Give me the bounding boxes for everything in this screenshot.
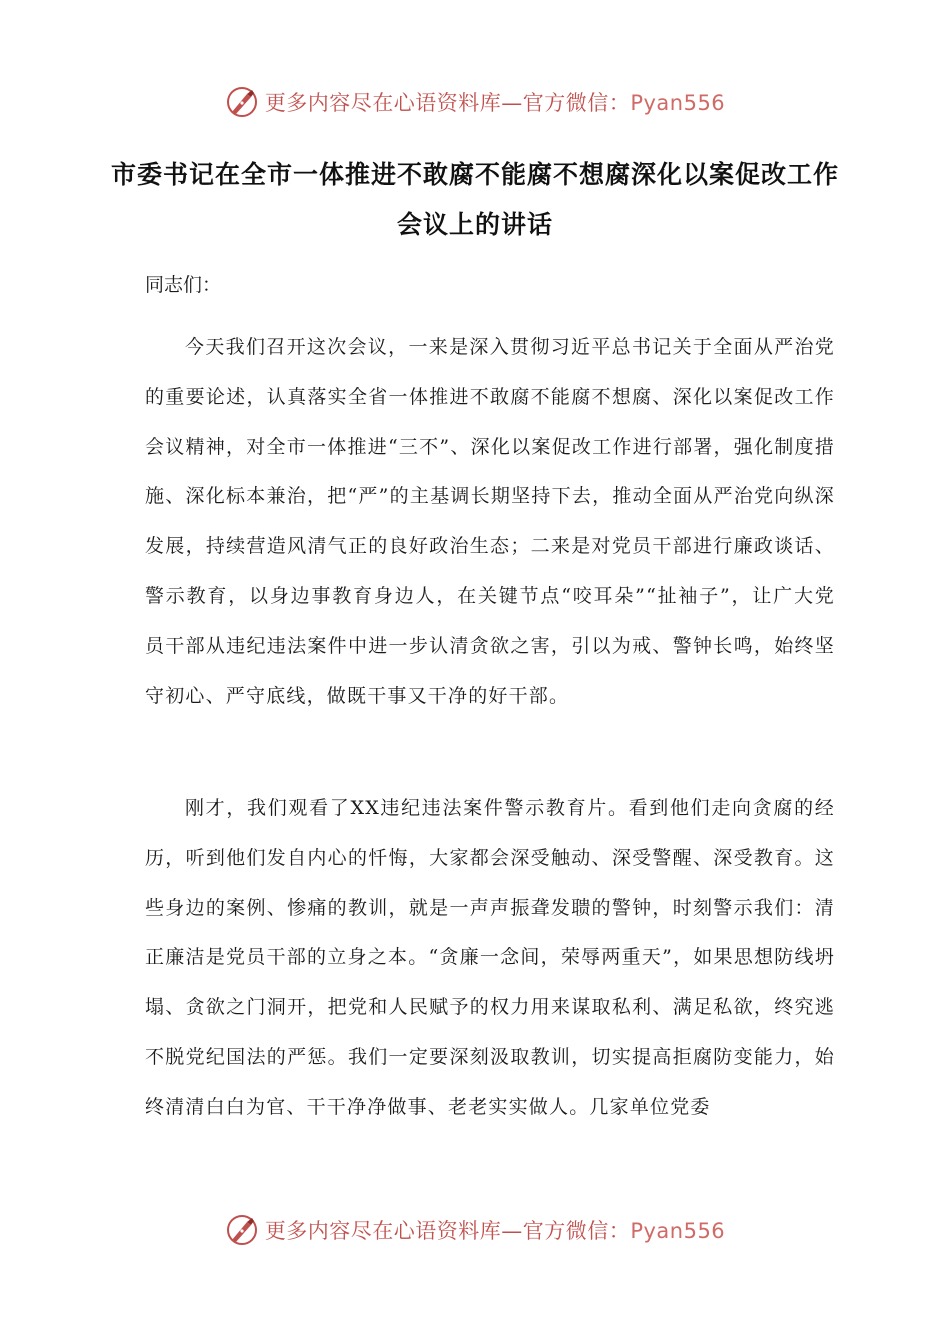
banner-text: 更多内容尽在心语资料库—官方微信：Pyan556 [264,1219,726,1243]
header-banner [0,82,950,122]
footer-banner [0,1210,950,1250]
pen-nib-logo-icon [225,85,259,119]
salutation: 同志们： [145,274,222,296]
paragraph-1: 今天我们召开这次会议，一来是深入贯彻习近平总书记关于全面从严治党的重要论述，认真落实全省一体推进不敢腐不能腐不想腐、深化以案促改工作会议精神，对全市一体推进“三不”、深化以案促改工作进行部署，强化制度措施、深化标本兼治，把“严”的主基调长期坚持下去，推动全面从严治党向纵深发展，持续营造风清气正的良好政治生态；二来是对党员干部进行廉政谈话、警示教育，以身边事教育身边人，在关键节点“咬耳朵”“扯袖子”，让广大党员干部从违纪违法案件中进一步认清贪欲之害，引以为戒、警钟长鸣，始终坚守初心、严守底线，做既干事又干净的好干部。 [145,336,835,707]
banner-text: 更多内容尽在心语资料库—官方微信：Pyan556 [264,91,726,115]
wechat-id: Pyan556 [630,91,726,115]
paragraph-2: 刚才，我们观看了XX违纪违法案件警示教育片。看到他们走向贪腐的经历，听到他们发自内心的忏悔，大家都会深受触动、深受警醒、深受教育。这些身边的案例、惨痛的教训，就是一声声振聋发聩的警钟，时刻警示我们：清正廉洁是党员干部的立身之本。“贪廉一念间，荣辱两重天”，如果思想防线坍塌、贪欲之门洞开，把党和人民赋予的权力用来谋取私利、满足私欲，终究逃不脱党纪国法的严惩。我们一定要深刻汲取教训，切实提高拒腐防变能力，始终清清白白为官、干干净净做事、老老实实做人。几家单位党委 [145,797,835,1118]
pen-nib-logo-icon [225,1213,259,1247]
document-title: 市委书记在全市一体推进不敢腐不能腐不想腐深化以案促改工作会议上的讲话 [110,160,839,239]
wechat-id: Pyan556 [630,1219,726,1243]
